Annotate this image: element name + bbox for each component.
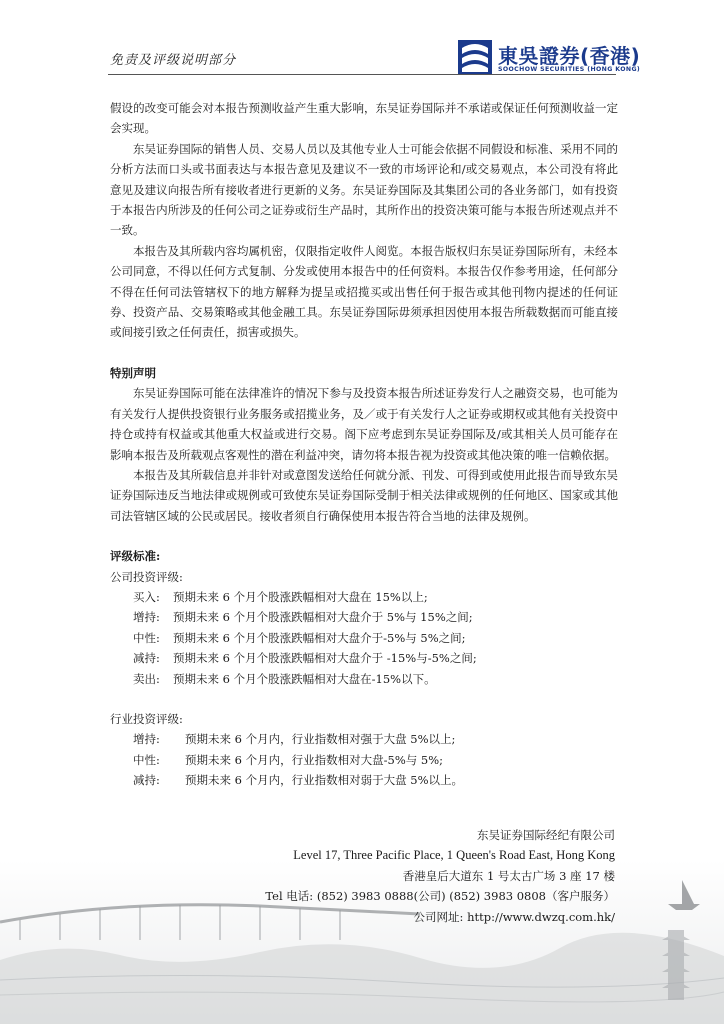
rating-text: 预期未来 6 个月个股涨跌幅相对大盘介于 -15%与-5%之间;: [173, 651, 477, 666]
company-logo: [458, 42, 658, 76]
footer-company-name: 东吴证券国际经纪有限公司: [477, 828, 615, 842]
disclaimer-paragraph: 假设的改变可能会对本报告预测收益产生重大影响，东吴证券国际并不承诺或保证任何预测收益一定会实现。: [110, 101, 618, 136]
company-rating-label: 公司投资评级:: [110, 569, 183, 584]
disclaimer-paragraph: 东吴证券国际的销售人员、交易人员以及其他专业人士可能会依据不同假设和标准、采用不同的分析方法而口头或书面表达与本报告意见及建议不一致的市场评论和/或交易观点，本公司没有将此意见及建议向报告所有接收者进行更新的义务。东吴证券国际及其集团公司的各业务部门，如有投资于本报告内所涉及的任何公司之证券或衍生产品时，其所作出的投资决策可能与本报告所述观点并不一致。: [110, 141, 618, 238]
industry-rating-item: [110, 750, 618, 770]
industry-rating-item: [110, 770, 618, 790]
rating-text: 预期未来 6 个月内，行业指数相对弱于大盘 5%以上。: [185, 773, 464, 788]
company-rating-item: [110, 648, 618, 668]
industry-rating-item: [110, 729, 618, 749]
rating-label: 增持:: [133, 732, 160, 747]
header-title: 免责及评级说明部分: [110, 53, 237, 68]
logo-name: 東吳證券(香港): [498, 44, 641, 68]
rating-standard-heading: 评级标准:: [110, 549, 161, 564]
rating-label: 中性:: [133, 752, 160, 767]
special-statement-heading: 特别声明: [110, 365, 156, 380]
company-rating-item: [110, 628, 618, 648]
special-statement-paragraph: 本报告及其所载信息并非针对或意图发送给任何就分派、刊发、可得到或使用此报告而导致东吴证券国际违反当地法律或规例或可致使东吴证券国际受制于相关法律或规例的任何地区、国家或其他司法管辖区域的公民或居民。接收者须自行确保使用本报告符合当地的法律及规例。: [110, 467, 618, 523]
report-content: [110, 98, 618, 791]
footer-address-english: Level 17, Three Pacific Place, 1 Queen's Road East, Hong Kong: [293, 848, 615, 863]
footer-contact: [240, 825, 615, 927]
disclaimer-paragraph: 本报告及其所载内容均属机密，仅限指定收件人阅览。本报告版权归东吴证券国际所有，未经本公司同意，不得以任何方式复制、分发或使用本报告中的任何资料。本报告仅作参考用途，任何部分不得在任何司法管辖权下的地方解释为提呈或招揽买或出售任何于报告或其他刊物内提述的任何证券、投资产品、交易策略或其他金融工具。东吴证券国际毋须承担因使用本报告所载数据而可能直接或间接引致之任何责任，损害或损失。: [110, 243, 618, 340]
rating-text: 预期未来 6 个月内，行业指数相对大盘-5%与 5%;: [185, 752, 444, 767]
logo-subtitle: SOOCHOW SECURITIES (HONG KONG): [498, 66, 641, 73]
rating-label: 买入:: [133, 589, 160, 604]
industry-rating-label: 行业投资评级:: [110, 711, 183, 726]
rating-text: 预期未来 6 个月个股涨跌幅相对大盘在-15%以下。: [173, 671, 436, 686]
rating-label: 减持:: [133, 651, 160, 666]
rating-text: 预期未来 6 个月个股涨跌幅相对大盘在 15%以上;: [173, 589, 428, 604]
rating-label: 减持:: [133, 773, 160, 788]
rating-label: 卖出:: [133, 671, 160, 686]
rating-text: 预期未来 6 个月内，行业指数相对强于大盘 5%以上;: [185, 732, 456, 747]
footer-address-chinese: 香港皇后大道东 1 号太古广场 3 座 17 楼: [402, 868, 615, 883]
company-rating-item: [110, 607, 618, 627]
company-rating-item: [110, 669, 618, 689]
rating-text: 预期未来 6 个月个股涨跌幅相对大盘介于 5%与 15%之间;: [173, 610, 473, 625]
company-rating-item: [110, 587, 618, 607]
special-statement-paragraph: 东吴证券国际可能在法律准许的情况下参与及投资本报告所述证券发行人之融资交易，也可能为有关发行人提供投资银行业务服务或招揽业务，及／或于有关发行人之证券或期权或其他有关投资中持仓或持有权益或其他重大权益或进行交易。阁下应考虑到东吴证券国际及/或其相关人员可能存在影响本报告及所载观点客观性的潜在利益冲突，请勿将本报告视为投资或其他决策的唯一信赖依据。: [110, 386, 618, 462]
rating-text: 预期未来 6 个月个股涨跌幅相对大盘介于-5%与 5%之间;: [173, 630, 466, 645]
soochow-logo-icon: [458, 40, 492, 74]
footer-website[interactable]: 公司网址: http://www.dwzq.com.hk/: [413, 909, 615, 924]
rating-label: 增持:: [133, 610, 160, 625]
footer-telephone: Tel 电话: (852) 3983 0888(公司) (852) 3983 0808（客户服务）: [265, 889, 615, 904]
rating-label: 中性:: [133, 630, 160, 645]
